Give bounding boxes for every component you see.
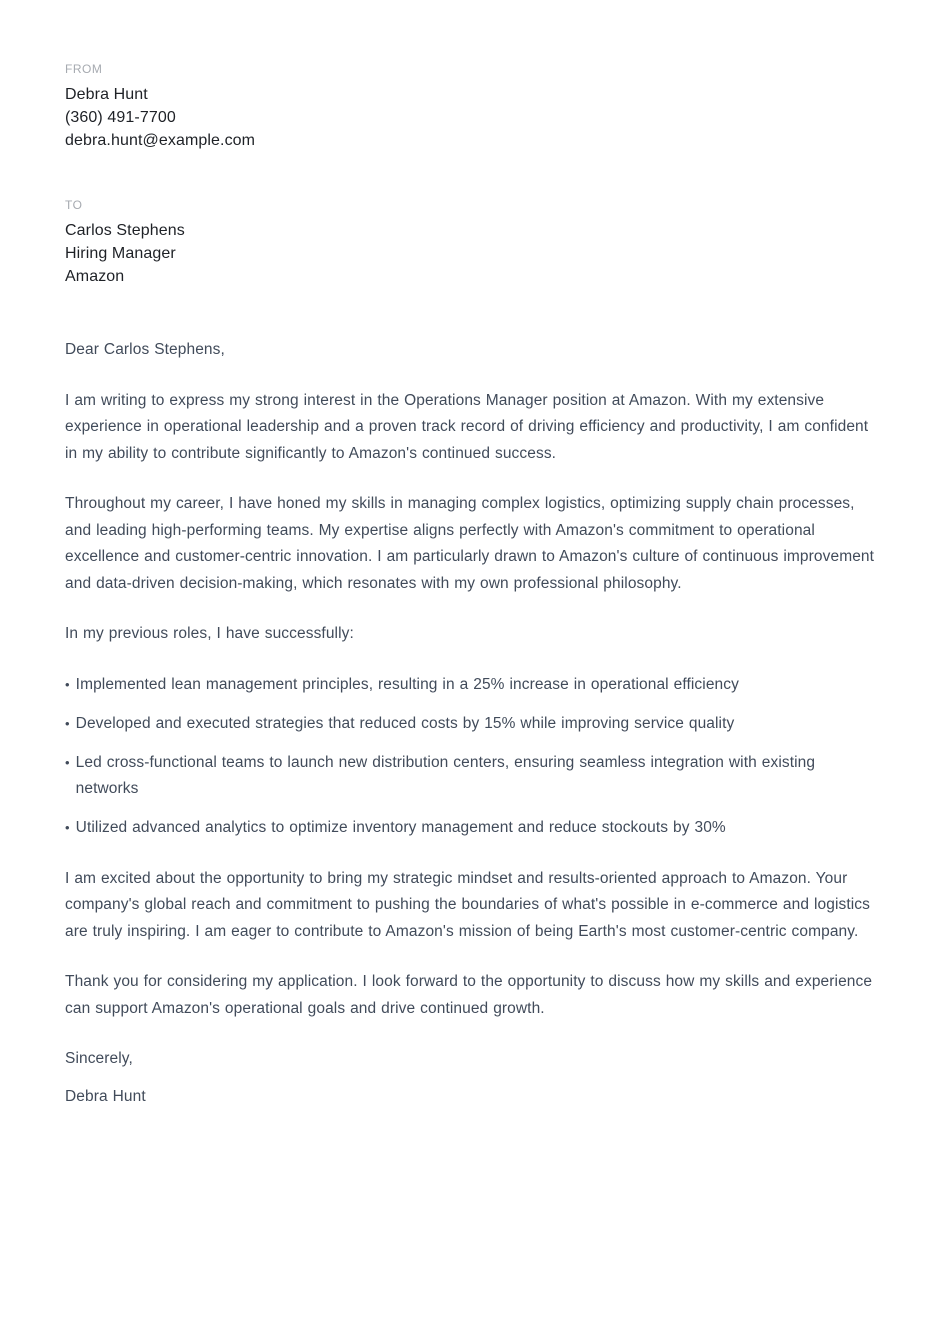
letter-paragraph: I am writing to express my strong interest in the Operations Manager position at Amazon. With my extensive experience in operational leadership and a proven track record of driving efficiency and productivity, I am confident in my ability to contribute significantly to Amazon's continued success. xyxy=(65,391,869,462)
sender-email: debra.hunt@example.com xyxy=(65,132,256,149)
letter-paragraph: In my previous roles, I have successfully: xyxy=(65,625,354,642)
bullet-text: Developed and executed strategies that reduced costs by 15% while improving service quality xyxy=(75,714,735,732)
achievement-list xyxy=(65,672,881,842)
bullet-text: Utilized advanced analytics to optimize inventory management and reduce stockouts by 30% xyxy=(75,819,726,836)
bullet-icon: • xyxy=(65,820,70,835)
letter-body xyxy=(65,337,881,1111)
bullet-icon: • xyxy=(65,676,70,692)
bullet-item xyxy=(65,750,881,803)
bullet-item xyxy=(65,672,881,699)
salutation: Dear Carlos Stephens, xyxy=(65,341,225,358)
bullet-text: Implemented lean management principles, resulting in a 25% increase in operational efficiency xyxy=(75,675,739,693)
to-label: TO xyxy=(65,198,83,212)
to-section xyxy=(65,198,882,288)
sender-phone: (360) 491-7700 xyxy=(65,109,176,126)
from-label: FROM xyxy=(65,62,103,76)
bullet-icon: • xyxy=(65,715,70,731)
letter-paragraph: Throughout my career, I have honed my skills in managing complex logistics, optimizing supply chain processes, and leading high-performing teams. My expertise aligns perfectly with Amazon's commitment to operational excellence and customer-centric innovation. I am particularly drawn to Amazon's culture of continuous improvement and data-driven decision-making, which resonates with my own professional philosophy. xyxy=(65,495,875,592)
sender-name: Debra Hunt xyxy=(65,86,148,103)
signoff: Sincerely, xyxy=(65,1050,133,1067)
recipient-company: Amazon xyxy=(65,268,125,285)
bullet-item xyxy=(65,815,881,842)
letter-paragraph: I am excited about the opportunity to bring my strategic mindset and results-oriented approach to Amazon. Your company's global reach and commitment to pushing the boundaries of what's possible in e-commerce and logistics are truly inspiring. I am eager to contribute to Amazon's mission of being Earth's most customer-centric company. xyxy=(65,869,870,940)
signature-name: Debra Hunt xyxy=(65,1088,146,1105)
recipient-title: Hiring Manager xyxy=(65,245,176,262)
letter-paragraph: Thank you for considering my application. I look forward to the opportunity to discuss how my skills and experience can support Amazon's operational goals and drive continued growth. xyxy=(65,973,873,1017)
from-section xyxy=(65,62,882,152)
bullet-item xyxy=(65,711,881,738)
recipient-name: Carlos Stephens xyxy=(65,222,185,239)
bullet-icon: • xyxy=(65,754,70,770)
bullet-text: Led cross-functional teams to launch new distribution centers, ensuring seamless integration with existing networks xyxy=(75,753,816,797)
